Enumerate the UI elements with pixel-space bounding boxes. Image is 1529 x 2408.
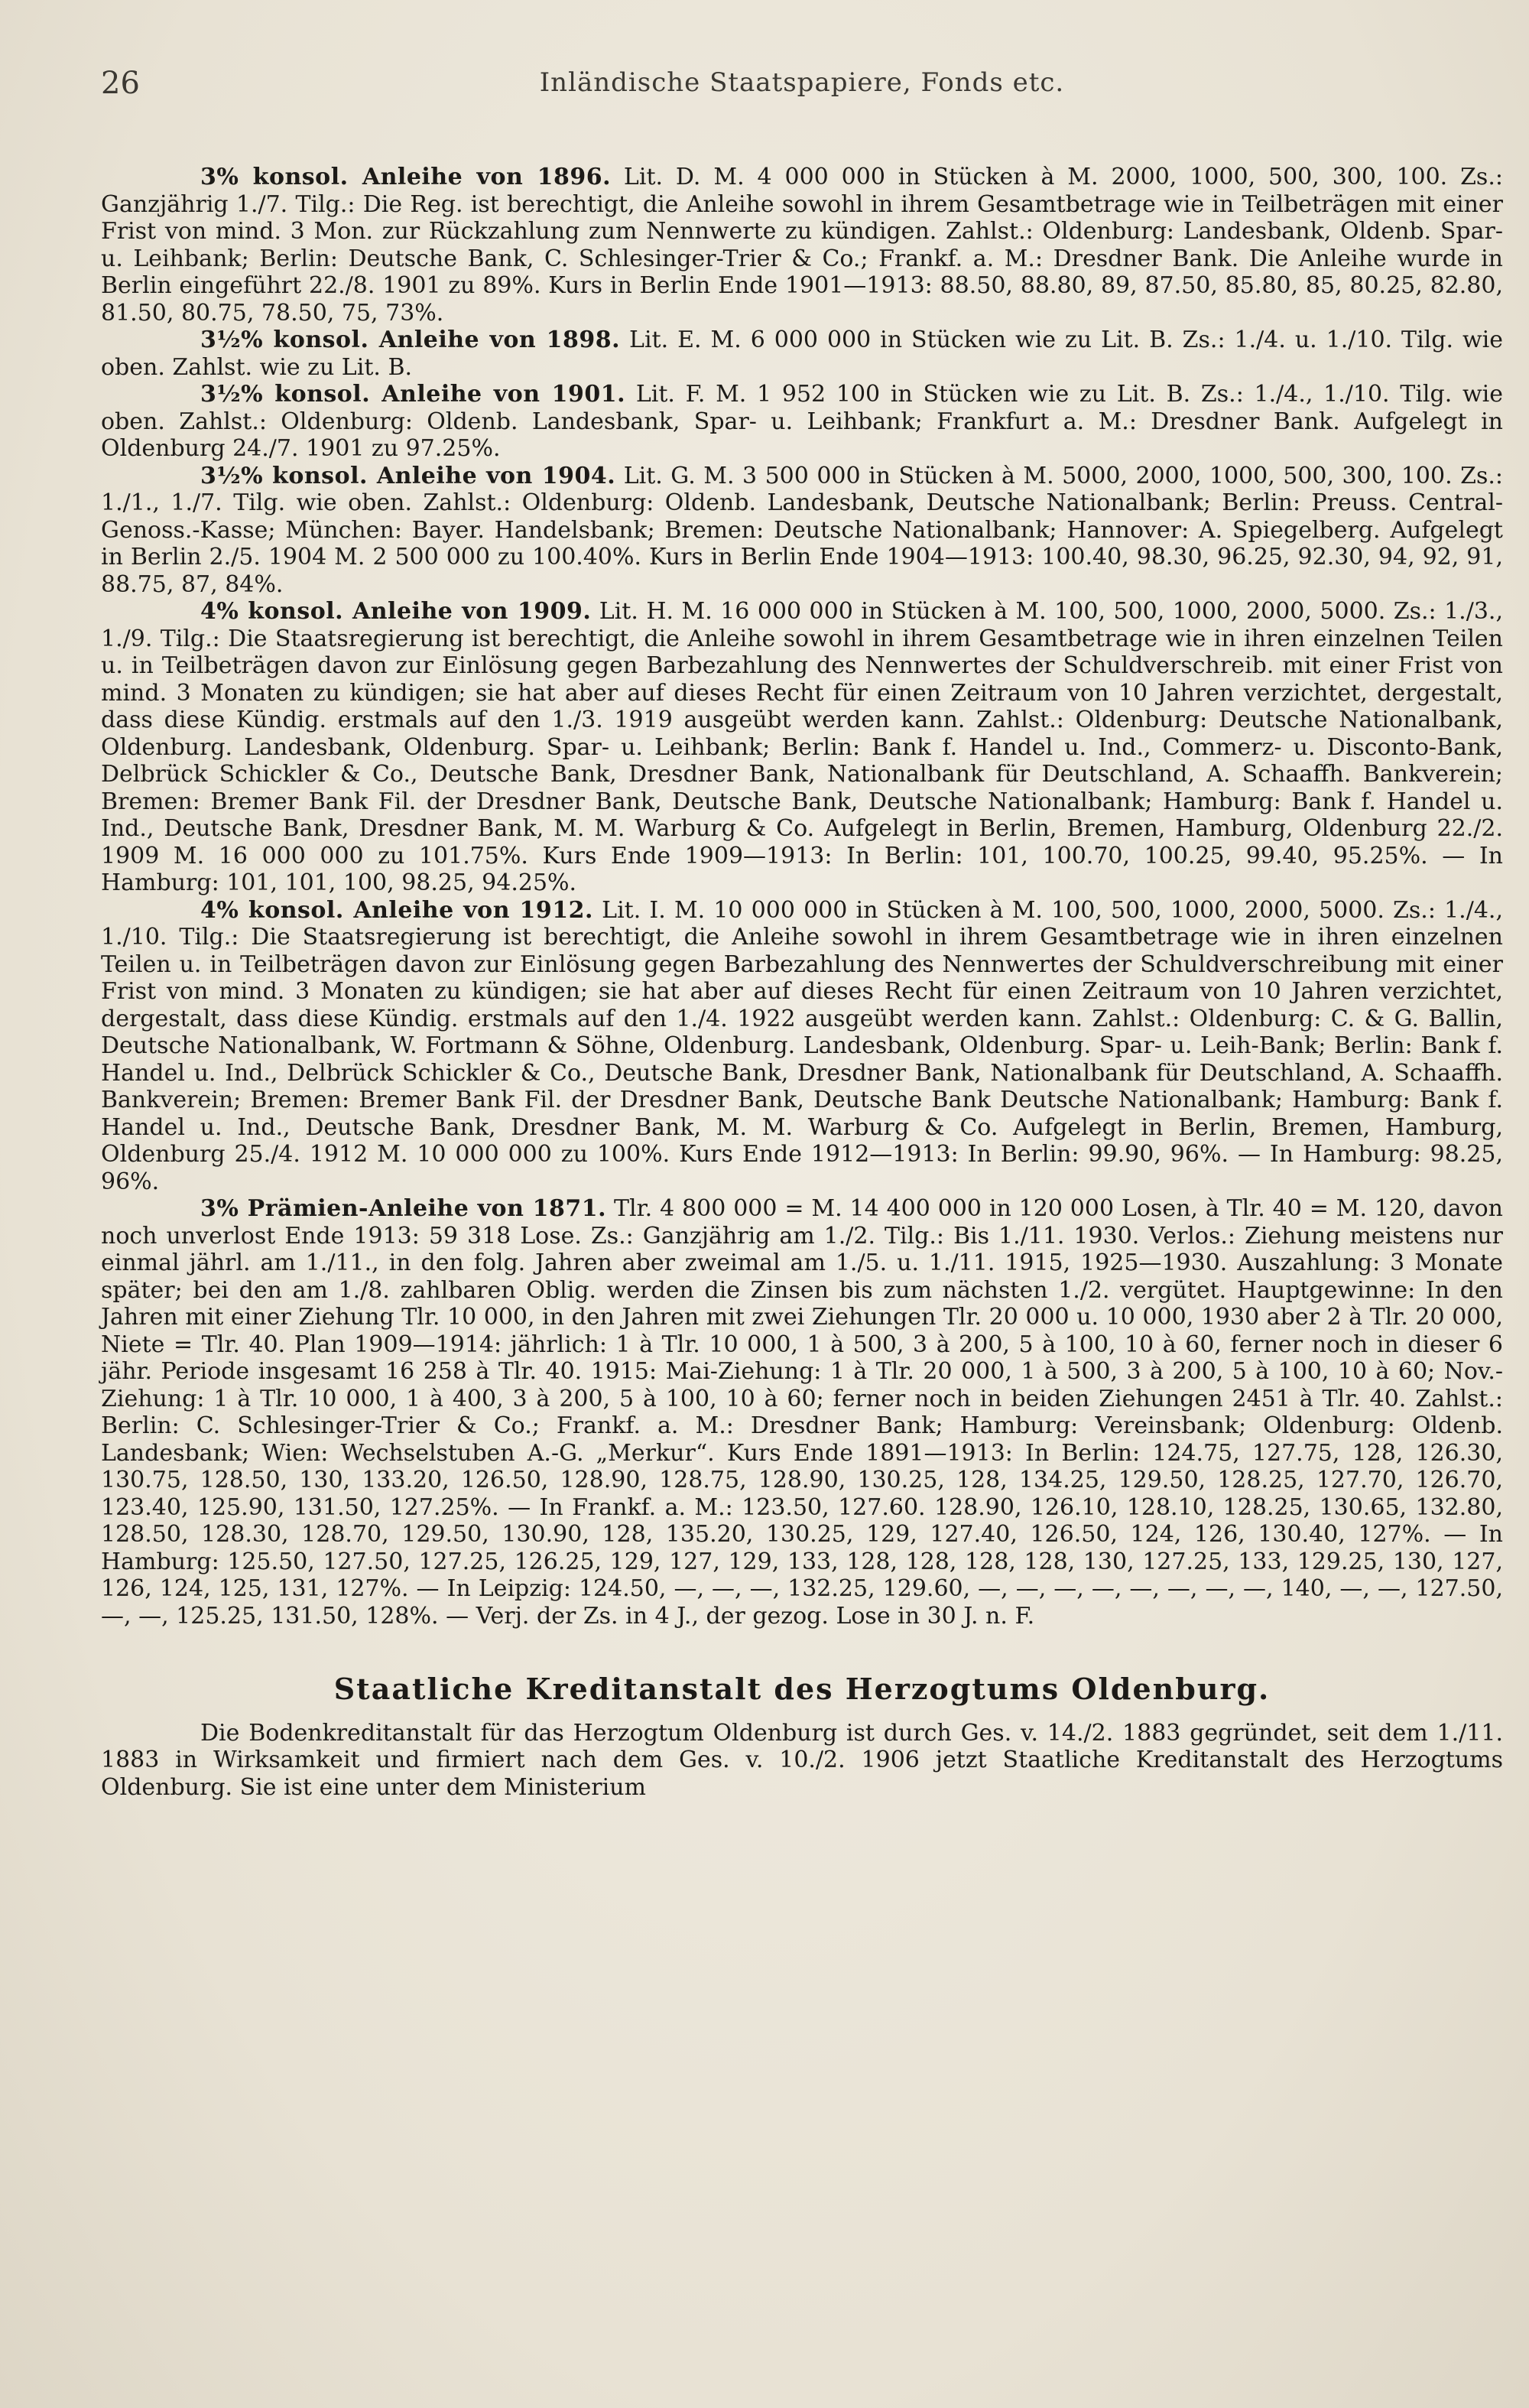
entry-text: Lit. H. M. 16 000 000 in Stücken à M. 100, 500, 1000, 2000, 5000. Zs.: 1./3., 1./9. Tilg.: Die Staatsregierung ist berechtigt, die Anleihe sowohl in ihrem Gesamtbetrage wie in ihren einzelnen Teilen u. in Teilbeträgen davon zur Einlösung gegen Barbezahlung des Nennwertes der Schuldverschreib. mit einer Frist von mind. 3 Monaten zu kündigen; sie hat aber auf dieses Recht für einen Zeitraum von 10 Jahren verzichtet, dergestalt, dass diese Kündig. erstmals auf den 1./3. 1919 ausgeübt werden kann. Zahlst.: Oldenburg: Deutsche Nationalbank, Oldenburg. Landesbank, Oldenburg. Spar- u. Leihbank; Berlin: Bank f. Handel u. Ind., Commerz- u. Disconto-Bank, Delbrück Schickler & Co., Deutsche Bank, Dresdner Bank, Nationalbank für Deutschland, A. Schaaffh. Bankverein; Bremen: Bremer Bank Fil. der Dresdner Bank, Deutsche Bank, Deutsche Nationalbank; Hamburg: Bank f. Handel u. Ind., Deutsche Bank, Dresdner Bank, M. M. Warburg & Co. Aufgelegt in Berlin, Bremen, Hamburg, Oldenburg 22./2. 1909 M. 16 000 000 zu 101.75%. Kurs Ende 1909—1913: In Berlin: 101, 100.70, 100.25, 99.40, 95.25%. — In Hamburg: 101, 101, 100, 98.25, 94.25%. — [101, 598, 1503, 896]
entry-text: Tlr. 4 800 000 = M. 14 400 000 in 120 000 Losen, à Tlr. 40 = M. 120, davon noch unverlost Ende 1913: 59 318 Lose. Zs.: Ganzjährig am 1./2. Tilg.: Bis 1./11. 1930. Verlos.: Ziehung meistens nur einmal jährl. am 1./11., in den folg. Jahren aber zweimal am 1./5. u. 1./11. 1915, 1925—1930. Auszahlung: 3 Monate später; bei den am 1./8. zahlbaren Oblig. werden die Zinsen bis zum nächsten 1./2. vergütet. Hauptgewinne: In den Jahren mit einer Ziehung Tlr. 10 000, in den Jahren mit zwei Ziehungen Tlr. 20 000 u. 10 000, 1930 aber 2 à Tlr. 20 000, Niete = Tlr. 40. Plan 1909—1914: jährlich: 1 à Tlr. 10 000, 1 à 500, 3 à 200, 5 à 100, 10 à 60, ferner noch in dieser 6 jähr. Periode insgesamt 16 258 à Tlr. 40. 1915: Mai-Ziehung: 1 à Tlr. 20 000, 1 à 500, 3 à 200, 5 à 100, 10 à 60; Nov.-Ziehung: 1 à Tlr. 10 000, 1 à 400, 3 à 200, 5 à 100, 10 à 60; ferner noch in beiden Ziehungen 2451 à Tlr. 40. Zahlst.: Berlin: C. Schlesinger-Trier & Co.; Frankf. a. M.: Dresdner Bank; Hamburg: Vereinsbank; Oldenburg: Oldenb. Landesbank; Wien: Wechselstuben A.-G. „Merkur“. Kurs Ende 1891—1913: In Berlin: 124.75, 127.75, 128, 126.30, 130.75, 128.50, 130, 133.20, 126.50, 128.90, 128.75, 128.90, 130.25, 128, 134.25, 129.50, 128.25, 127.70, 126.70, 123.40, 125.90, 131.50, 127.25%. — In Frankf. a. M.: 123.50, 127.60. 128.90, 126.10, 128.10, 128.25, 130.65, 132.80, 128.50, 128.30, 128.70, 129.50, 130.90, 128, 135.20, 130.25, 129, 127.40, 126.50, 124, 126, 130.40, 127%. — In Hamburg: 125.50, 127.50, 127.25, 126.25, 129, 127, 129, 133, 128, 128, 128, 128, 130, 127.25, 133, 129.25, 130, 127, 126, 124, 125, 131, 127%. — In Leipzig: 124.50, —, —, —, 132.25, 129.60, —, —, —, —, —, —, —, —, 140, —, —, 127.50, —, —, 125.25, 131.50, 128%. — Verj. der Zs. in 4 J., der gezog. Lose in 30 J. n. F. — [101, 1195, 1503, 1630]
page-header — [101, 66, 1503, 112]
entry-text: Lit. F. M. 1 952 100 in Stücken wie zu Lit. B. Zs.: 1./4., 1./10. Tilg. wie oben. Zahlst.: Oldenburg: Oldenb. Landesbank, Spar- u. Leihbank; Frankfurt a. M.: Dresdner Bank. Aufgelegt in Oldenburg 24./7. 1901 zu 97.25%. — [101, 381, 1503, 462]
section-heading: Staatliche Kreditanstalt des Herzogtums Oldenburg. — [333, 1672, 1271, 1706]
entry-heading: 3% Prämien-Anleihe von 1871. — [200, 1195, 607, 1222]
bond-entry-1898 — [101, 327, 1503, 381]
section-paragraph: Die Bodenkreditanstalt für das Herzogtum Oldenburg ist durch Ges. v. 14./2. 1883 gegründet, seit dem 1./11. 1883 in Wirksamkeit und firmiert nach dem Ges. v. 10./2. 1906 jetzt Staatliche Kreditanstalt des Herzogtums Oldenburg. Sie ist eine unter dem Ministerium — [101, 1719, 1503, 1801]
entry-heading: 3½% konsol. Anleihe von 1898. — [200, 327, 621, 353]
entry-heading: 3½% konsol. Anleihe von 1901. — [200, 381, 626, 408]
entry-heading: 4% konsol. Anleihe von 1909. — [200, 598, 592, 625]
bond-entry-1904 — [101, 463, 1503, 599]
page-number: 26 — [101, 66, 140, 101]
entry-heading: 4% konsol. Anleihe von 1912. — [200, 896, 593, 924]
bond-entry-1896 — [101, 164, 1503, 327]
entry-heading: 3% konsol. Anleihe von 1896. — [200, 164, 612, 190]
entry-text: Lit. E. M. 6 000 000 in Stücken wie zu Lit. B. Zs.: 1./4. u. 1./10. Tilg. wie oben. Zahlst. wie zu Lit. B. — [101, 327, 1503, 381]
entry-heading: 3½% konsol. Anleihe von 1904. — [200, 462, 616, 489]
page-body — [101, 164, 1503, 1801]
bond-entry-1909 — [101, 598, 1503, 897]
bond-entry-1901 — [101, 381, 1503, 463]
entry-text: Lit. G. M. 3 500 000 in Stücken à M. 5000, 2000, 1000, 500, 300, 100. Zs.: 1./1., 1./7. Tilg. wie oben. Zahlst.: Oldenburg: Oldenb. Landesbank, Deutsche Nationalbank; Berlin: Preuss. Central-Genoss.-Kasse; München: Bayer. Handelsbank; Bremen: Deutsche Nationalbank; Hannover: A. Spiegelberg. Aufgelegt in Berlin 2./5. 1904 M. 2 500 000 zu 100.40%. Kurs in Berlin Ende 1904—1913: 100.40, 98.30, 96.25, 92.30, 94, 92, 91, 88.75, 87, 84%. — [101, 462, 1503, 598]
bond-entry-praemien-1871 — [101, 1195, 1503, 1630]
bond-entry-1912 — [101, 897, 1503, 1196]
running-title: Inländische Staatspapiere, Fonds etc. — [539, 67, 1065, 98]
entry-text: Lit. I. M. 10 000 000 in Stücken à M. 100, 500, 1000, 2000, 5000. Zs.: 1./4., 1./10. Tilg.: Die Staatsregierung ist berechtigt, die Anleihe sowohl in ihrem Gesamtbetrage wie in ihren einzelnen Teilen u. in Teilbeträgen davon zur Einlösung gegen Barbezahlung des Nennwertes der Schuldverschreibung mit einer Frist von mind. 3 Monaten zu kündigen; sie hat aber auf dieses Recht für einen Zeitraum von 10 Jahren verzichtet, dergestalt, dass diese Kündig. erstmals auf den 1./4. 1922 ausgeübt werden kann. Zahlst.: Oldenburg: C. & G. Ballin, Deutsche Nationalbank, W. Fortmann & Söhne, Oldenburg. Landesbank, Oldenburg. Spar- u. Leih-Bank; Berlin: Bank f. Handel u. Ind., Delbrück Schickler & Co., Deutsche Bank, Dresdner Bank, Nationalbank für Deutschland, A. Schaaffh. Bankverein; Bremen: Bremer Bank Fil. der Dresdner Bank, Deutsche Bank Deutsche Nationalbank; Hamburg: Bank f. Handel u. Ind., Deutsche Bank, Dresdner Bank, M. M. Warburg & Co. Aufgelegt in Berlin, Bremen, Hamburg, Oldenburg 25./4. 1912 M. 10 000 000 zu 100%. Kurs Ende 1912—1913: In Berlin: 99.90, 96%. — In Hamburg: 98.25, 96%. — [101, 896, 1503, 1195]
entry-text: Lit. D. M. 4 000 000 in Stücken à M. 2000, 1000, 500, 300, 100. Zs.: Ganzjährig 1./7. Tilg.: Die Reg. ist berechtigt, die Anleihe sowohl in ihrem Gesamtbetrage wie in Teilbeträgen mit einer Frist von mind. 3 Mon. zur Rückzahlung zum Nennwerte zu kündigen. Zahlst.: Oldenburg: Landesbank, Oldenb. Spar- u. Leihbank; Berlin: Deutsche Bank, C. Schlesinger-Trier & Co.; Frankf. a. M.: Dresdner Bank. Die Anleihe wurde in Berlin eingeführt 22./8. 1901 zu 89%. Kurs in Berlin Ende 1901—1913: 88.50, 88.80, 89, 87.50, 85.80, 85, 80.25, 82.80, 81.50, 80.75, 78.50, 75, 73%. — [101, 164, 1503, 327]
